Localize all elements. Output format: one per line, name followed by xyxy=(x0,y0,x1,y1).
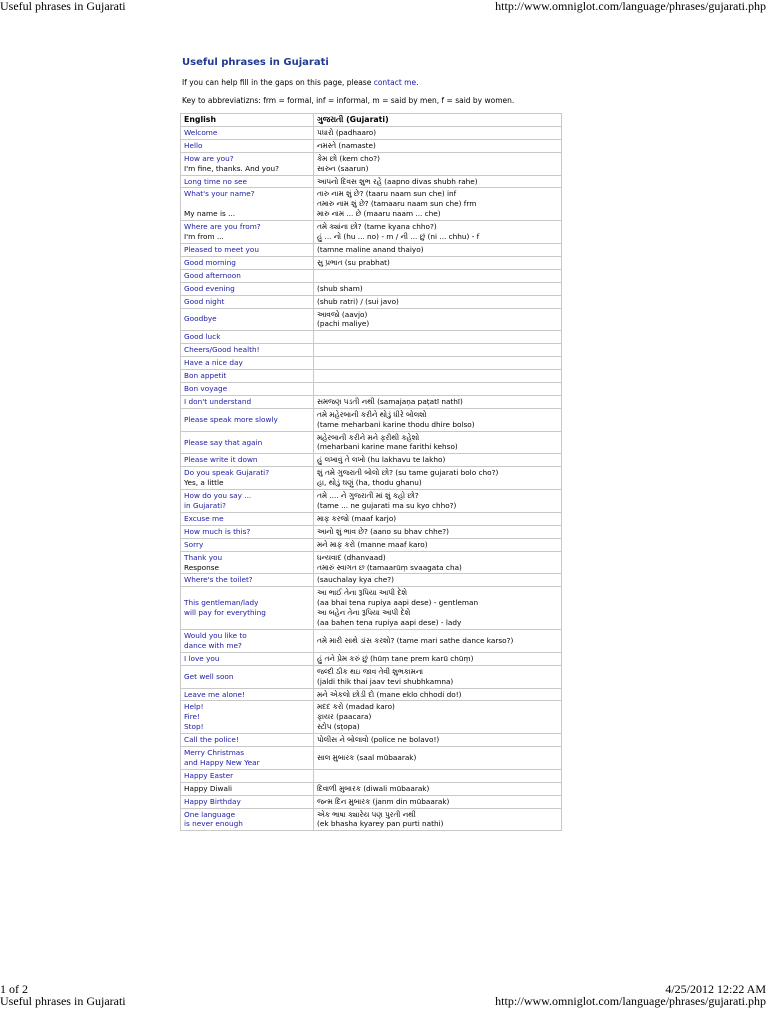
table-header-row xyxy=(181,114,562,127)
phrase-link[interactable]: Please say that again xyxy=(184,437,263,447)
gujarati-cell xyxy=(314,512,562,525)
phrase-text xyxy=(184,199,310,209)
table-row xyxy=(181,701,562,734)
translation-text: (shub sham) xyxy=(317,283,363,293)
translation-text xyxy=(317,371,558,381)
english-cell xyxy=(181,152,314,175)
translation-text: (pachi maliye) xyxy=(317,319,370,329)
translation-text: (tame ... ne gujarati ma su kyo chho?) xyxy=(317,501,457,510)
gujarati-cell xyxy=(314,734,562,747)
english-cell xyxy=(181,629,314,652)
table-row xyxy=(181,538,562,551)
english-cell xyxy=(181,769,314,782)
phrase-link[interactable]: Have a nice day xyxy=(184,358,243,368)
gujarati-cell xyxy=(314,243,562,256)
header-gujarati: ગુજરાતી (Gujarati) xyxy=(314,114,562,127)
table-row xyxy=(181,221,562,244)
page-title: Useful phrases in Gujarati xyxy=(182,57,329,68)
gujarati-cell xyxy=(314,344,562,357)
english-cell xyxy=(181,344,314,357)
print-footer-title: Useful phrases in Gujarati xyxy=(0,994,126,1008)
gujarati-cell xyxy=(314,382,562,395)
english-cell xyxy=(181,538,314,551)
table-row xyxy=(181,188,562,221)
english-cell xyxy=(181,382,314,395)
gujarati-cell xyxy=(314,629,562,652)
gujarati-cell xyxy=(314,490,562,513)
gujarati-cell xyxy=(314,795,562,808)
gujarati-cell xyxy=(314,467,562,490)
phrase-link[interactable]: Bon voyage xyxy=(184,383,228,393)
table-row xyxy=(181,688,562,701)
translation-text: સાલ મુબારક (saal mūbaarak) xyxy=(317,752,417,762)
translation-text xyxy=(317,332,558,342)
gujarati-cell xyxy=(314,808,562,831)
translation-text: (shub ratri) / (sui javo) xyxy=(317,296,399,306)
gujarati-cell xyxy=(314,574,562,587)
english-cell xyxy=(181,175,314,188)
english-cell xyxy=(181,808,314,831)
table-row xyxy=(181,282,562,295)
english-cell xyxy=(181,256,314,269)
translation-text: સ્ટોપ (sṭopa) xyxy=(317,722,360,732)
translation-text: જલ્દી ઠીક થઇ જાવ તેવી શુભકામના xyxy=(317,666,424,676)
phrase-link[interactable]: and Happy New Year xyxy=(184,757,260,767)
phrase-link[interactable]: Happy Easter xyxy=(184,770,234,780)
phrase-link[interactable]: dance with me? xyxy=(184,640,242,650)
table-row xyxy=(181,551,562,574)
gujarati-cell xyxy=(314,395,562,408)
phrase-text: Yes, a little xyxy=(184,478,224,488)
phrase-link[interactable]: Do you speak Gujarati? xyxy=(184,468,270,478)
gujarati-cell xyxy=(314,665,562,688)
phrase-link[interactable]: Please speak more slowly xyxy=(184,414,278,424)
gujarati-cell xyxy=(314,139,562,152)
gujarati-cell xyxy=(314,769,562,782)
translation-text: ધન્યવાદ (dhanvaad) xyxy=(317,552,386,562)
table-row xyxy=(181,344,562,357)
contact-link[interactable]: contact me xyxy=(373,78,417,87)
translation-text: (jaldi thik thai jaav tevi shubhkamna) xyxy=(317,676,454,686)
english-cell xyxy=(181,308,314,331)
english-cell xyxy=(181,269,314,282)
english-cell xyxy=(181,747,314,770)
translation-text: સમજણ પડતી નથી (samajaṇa paṭatī nathī) xyxy=(317,396,463,406)
translation-text: આ ભાઈ તેના રૂપિયા આપી દેશે xyxy=(317,588,408,598)
translation-text: મને માફ કરો (manne maaf karo) xyxy=(317,539,428,549)
phrase-link[interactable]: How much is this? xyxy=(184,526,251,536)
translation-text: દિવાળી મુબારક (diwali mūbaarak) xyxy=(317,783,430,793)
english-cell xyxy=(181,126,314,139)
table-row xyxy=(181,269,562,282)
english-cell xyxy=(181,370,314,383)
help-text xyxy=(182,78,418,88)
translation-text: હું ... નો (hu ... no) - m / ની ... છું (ni ... chhu) - f xyxy=(317,232,480,242)
translation-text: નમસ્તે (namaste) xyxy=(317,140,376,150)
table-row xyxy=(181,382,562,395)
table-row xyxy=(181,490,562,513)
phrase-link[interactable]: Long time no see xyxy=(184,176,247,186)
table-row xyxy=(181,512,562,525)
english-cell xyxy=(181,512,314,525)
phrase-link[interactable]: Good afternoon xyxy=(184,270,241,280)
gujarati-cell xyxy=(314,652,562,665)
table-row xyxy=(181,395,562,408)
translation-text: મહેરબાની કરીને મને ફરીથી કહેશો xyxy=(317,432,420,442)
translation-text: (ek bhasha kyarey pan purti nathi) xyxy=(317,819,444,829)
translation-text: માફ કરજો (maaf karjo) xyxy=(317,513,397,523)
table-row xyxy=(181,769,562,782)
phrase-link[interactable]: Good night xyxy=(184,296,225,306)
gujarati-cell xyxy=(314,308,562,331)
table-row xyxy=(181,747,562,770)
gujarati-cell xyxy=(314,701,562,734)
translation-text: આનો શું ભાવ છે? (aano su bhav chhe?) xyxy=(317,526,449,536)
abbreviation-key: Key to abbreviatizns: frm = formal, inf = informal, m = said by men, f = said by women. xyxy=(182,96,515,105)
phrase-link[interactable]: Fire! xyxy=(184,712,200,722)
english-cell xyxy=(181,221,314,244)
translation-text: તમે મારી સાથે ડાંસ કરશો? (tame mari sathe dance karso?) xyxy=(317,635,514,645)
table-row xyxy=(181,525,562,538)
translation-text: સુ પ્રભાત (su prabhat) xyxy=(317,257,390,267)
table-row xyxy=(181,734,562,747)
help-prefix: If you can help fill in the gaps on this page, please xyxy=(182,78,372,87)
print-header-title: Useful phrases in Gujarati xyxy=(0,0,126,13)
phrase-link[interactable]: Goodbye xyxy=(184,314,217,324)
gujarati-cell xyxy=(314,188,562,221)
translation-text: એક ભાષા ક્યારેય પણ પુરતી નથી xyxy=(317,809,416,819)
english-cell xyxy=(181,551,314,574)
english-cell xyxy=(181,454,314,467)
gujarati-cell xyxy=(314,454,562,467)
table-row xyxy=(181,357,562,370)
table-row xyxy=(181,295,562,308)
phrase-link[interactable]: Leave me alone! xyxy=(184,689,245,699)
phrase-link[interactable]: Merry Christmas xyxy=(184,748,245,758)
table-row xyxy=(181,629,562,652)
table-row xyxy=(181,467,562,490)
phrase-link[interactable]: What's your name? xyxy=(184,189,255,199)
table-row xyxy=(181,431,562,454)
translation-text: હા, થોડું ઘણું (ha, thodu ghanu) xyxy=(317,478,422,488)
phrase-text: Response xyxy=(184,562,220,572)
english-cell xyxy=(181,525,314,538)
english-cell xyxy=(181,490,314,513)
gujarati-cell xyxy=(314,282,562,295)
english-cell xyxy=(181,467,314,490)
phrase-link[interactable]: I don't understand xyxy=(184,396,252,406)
translation-text: આ બહેન તેના રૂપિયા આપી દેશે xyxy=(317,608,411,618)
translation-text: મને એકલો છોડી દો (mane eklo chhodi do!) xyxy=(317,689,462,699)
header-english: English xyxy=(181,114,314,127)
table-row xyxy=(181,587,562,630)
gujarati-cell xyxy=(314,357,562,370)
translation-text: (meharbani karine mane farithi kehso) xyxy=(317,442,458,452)
table-row xyxy=(181,243,562,256)
phrase-link[interactable]: Stop! xyxy=(184,722,204,732)
phrase-link[interactable]: Cheers/Good health! xyxy=(184,345,260,355)
phrase-link[interactable]: This gentleman/lady xyxy=(184,598,259,608)
phrase-text: Happy Diwali xyxy=(184,783,232,793)
phrase-link[interactable]: How are you? xyxy=(184,153,234,163)
translation-text: સારુન (saarun) xyxy=(317,163,369,173)
translation-text: તમારુ નામ શું છે? (tamaaru naam sun che) frm xyxy=(317,199,477,209)
translation-text: ફાયર (paacara) xyxy=(317,712,372,722)
gujarati-cell xyxy=(314,331,562,344)
phrase-link[interactable]: I love you xyxy=(184,653,220,663)
gujarati-cell xyxy=(314,525,562,538)
table-row xyxy=(181,665,562,688)
phrase-link[interactable]: Help! xyxy=(184,702,204,712)
phrase-link[interactable]: Call the police! xyxy=(184,735,239,745)
translation-text: શું તમે ગુજરાતી બોલો છો? (su tame gujarati bolo cho?) xyxy=(317,468,499,478)
phrase-link[interactable]: will pay for everything xyxy=(184,608,266,618)
english-cell xyxy=(181,295,314,308)
table-row xyxy=(181,652,562,665)
gujarati-cell xyxy=(314,782,562,795)
phrase-text: I'm from ... xyxy=(184,232,224,242)
phrase-link[interactable]: One language xyxy=(184,809,236,819)
translation-text: મદદ કરો (madad karo) xyxy=(317,702,395,712)
phrase-link[interactable]: Hello xyxy=(184,140,203,150)
english-cell xyxy=(181,734,314,747)
english-cell xyxy=(181,782,314,795)
english-cell xyxy=(181,431,314,454)
phrase-link[interactable]: Good evening xyxy=(184,283,235,293)
phrase-link[interactable]: Happy Birthday xyxy=(184,796,241,806)
english-cell xyxy=(181,688,314,701)
phrase-link[interactable]: Excuse me xyxy=(184,513,224,523)
gujarati-cell xyxy=(314,538,562,551)
gujarati-cell xyxy=(314,688,562,701)
phrase-link[interactable]: How do you say ... xyxy=(184,491,252,501)
table-row xyxy=(181,139,562,152)
phrase-link[interactable]: is never enough xyxy=(184,819,243,829)
translation-text: (aa bahen tena rupiya aapi dese) - lady xyxy=(317,618,462,628)
english-cell xyxy=(181,652,314,665)
gujarati-cell xyxy=(314,431,562,454)
english-cell xyxy=(181,139,314,152)
english-cell xyxy=(181,282,314,295)
phrase-link[interactable]: Sorry xyxy=(184,539,204,549)
gujarati-cell xyxy=(314,551,562,574)
phrase-link[interactable]: Good luck xyxy=(184,332,221,342)
gujarati-cell xyxy=(314,370,562,383)
phrase-link[interactable]: Where are you from? xyxy=(184,222,261,232)
translation-text: હું તને પ્રેમ કરું છું (hūṃ tane prem karū chūṃ) xyxy=(317,653,474,663)
english-cell xyxy=(181,701,314,734)
phrase-text: I'm fine, thanks. And you? xyxy=(184,163,280,173)
gujarati-cell xyxy=(314,587,562,630)
phrase-link[interactable]: Bon appetit xyxy=(184,371,227,381)
gujarati-cell xyxy=(314,747,562,770)
translation-text: આવજો (aavjo) xyxy=(317,309,368,319)
translation-text xyxy=(317,771,558,781)
translation-text: તમે મહેરબાની કરીને થોડું ધીરે બોલશો xyxy=(317,409,427,419)
english-cell xyxy=(181,574,314,587)
english-cell xyxy=(181,243,314,256)
translation-text xyxy=(317,384,558,394)
table-row xyxy=(181,331,562,344)
phrases-table xyxy=(180,113,562,831)
translation-text: તમારું સ્વાગત છ (tamaarūṃ svaagata cha) xyxy=(317,562,462,572)
english-cell xyxy=(181,795,314,808)
table-row xyxy=(181,454,562,467)
table-row xyxy=(181,782,562,795)
table-row xyxy=(181,370,562,383)
table-row xyxy=(181,175,562,188)
english-cell xyxy=(181,408,314,431)
phrase-link[interactable]: Please write it down xyxy=(184,455,258,465)
gujarati-cell xyxy=(314,175,562,188)
translation-text xyxy=(317,358,558,368)
print-footer-url: http://www.omniglot.com/language/phrases/gujarati.php xyxy=(495,994,766,1008)
translation-text: કેમ છો (kem cho?) xyxy=(317,153,380,163)
phrase-text: My name is ... xyxy=(184,209,236,219)
table-row xyxy=(181,152,562,175)
phrase-link[interactable]: in Gujarati? xyxy=(184,501,226,510)
print-footer-page: 1 of 2 xyxy=(0,982,28,996)
translation-text: (tamne maline anand thaiyo) xyxy=(317,244,424,254)
translation-text: જન્મ દિન મુબારક (janm din mūbaarak) xyxy=(317,796,450,806)
gujarati-cell xyxy=(314,269,562,282)
table-row xyxy=(181,408,562,431)
english-cell xyxy=(181,395,314,408)
translation-text: તારુ નામ શું છે? (taaru naam sun che) inf xyxy=(317,189,457,199)
english-cell xyxy=(181,357,314,370)
gujarati-cell xyxy=(314,408,562,431)
translation-text: તમે ક્યાંના છો? (tame kyana chho?) xyxy=(317,222,437,232)
english-cell xyxy=(181,587,314,630)
table-row xyxy=(181,808,562,831)
translation-text: (aa bhai tena rupiya aapi dese) - gentleman xyxy=(317,598,479,608)
english-cell xyxy=(181,665,314,688)
phrase-link[interactable]: Where's the toilet? xyxy=(184,575,253,585)
table-row xyxy=(181,256,562,269)
phrase-link[interactable]: Welcome xyxy=(184,127,218,137)
phrase-link[interactable]: Would you like to xyxy=(184,630,247,640)
table-row xyxy=(181,308,562,331)
gujarati-cell xyxy=(314,295,562,308)
translation-text: આપનો દિવસ શુભ રહે (aapno divas shubh rahe) xyxy=(317,176,478,186)
translation-text: (sauchalay kya che?) xyxy=(317,575,394,585)
translation-text: પધારો (padhaaro) xyxy=(317,127,377,137)
phrase-link[interactable]: Get well soon xyxy=(184,671,234,681)
print-footer-datetime: 4/25/2012 12:22 AM xyxy=(665,982,766,996)
translation-text: હું લખાવું તે લખો (hu lakhavu te lakho) xyxy=(317,455,446,465)
english-cell xyxy=(181,331,314,344)
gujarati-cell xyxy=(314,126,562,139)
phrase-link[interactable]: Good morning xyxy=(184,257,236,267)
translation-text: પોલીસ ને બોલાવો (police ne bolavo!) xyxy=(317,735,440,745)
gujarati-cell xyxy=(314,152,562,175)
phrase-link[interactable]: Pleased to meet you xyxy=(184,244,259,254)
gujarati-cell xyxy=(314,221,562,244)
translation-text xyxy=(317,345,558,355)
english-cell xyxy=(181,188,314,221)
translation-text xyxy=(317,271,558,281)
table-row xyxy=(181,126,562,139)
table-row xyxy=(181,795,562,808)
translation-text: તમે .... ને ગુજરાતી માં શું કહો છો? xyxy=(317,491,419,501)
gujarati-cell xyxy=(314,256,562,269)
print-header-url: http://www.omniglot.com/language/phrases/gujarati.php xyxy=(495,0,766,13)
translation-text: (tame meharbani karine thodu dhire bolso) xyxy=(317,419,475,429)
help-suffix: . xyxy=(416,78,419,87)
phrase-link[interactable]: Thank you xyxy=(184,552,223,562)
table-row xyxy=(181,574,562,587)
translation-text: મારુ નામ ... છે (maaru naam ... che) xyxy=(317,209,441,219)
